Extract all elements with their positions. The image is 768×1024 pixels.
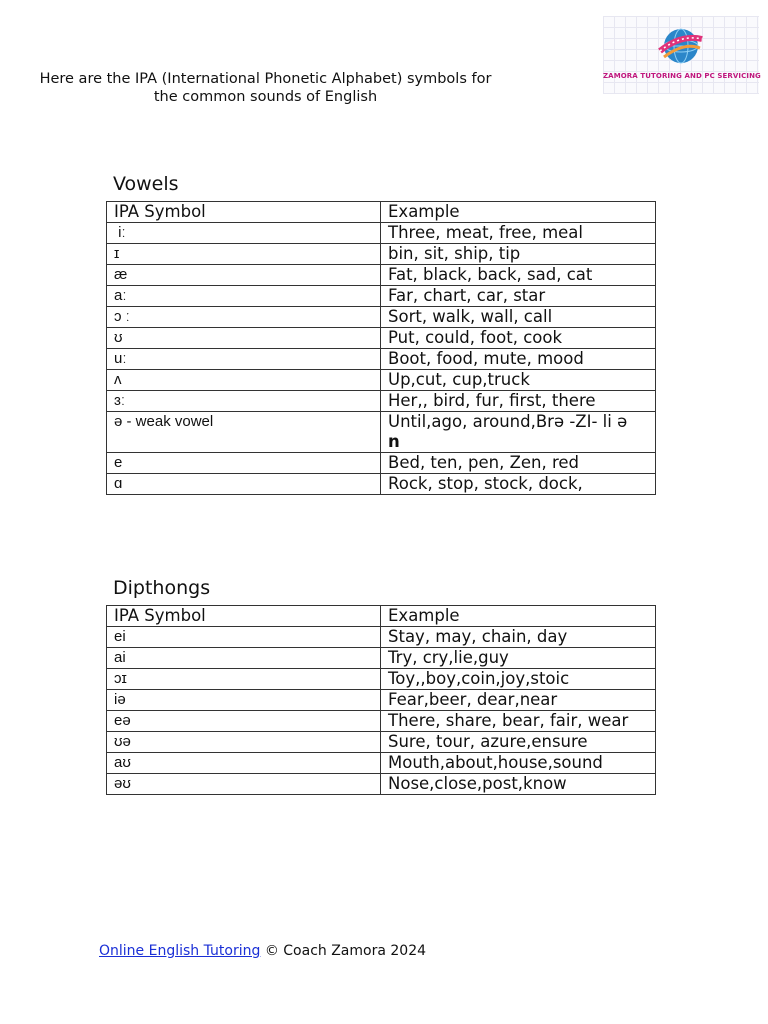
page-intro [8,70,523,106]
table-row [107,648,656,669]
header-example: Example [381,606,656,627]
ipa-symbol: iə [107,690,381,711]
vowels-table [106,201,656,495]
intro-line-1: Here are the IPA (International Phonetic Alphabet) symbols for [39,71,492,87]
example-words: Sort, walk, wall, call [381,307,656,328]
example-words-line: Until,ago, around,Brə -ZI- li ə [388,412,628,431]
example-words-continuation: n [388,432,400,451]
ipa-symbol: eə [107,711,381,732]
logo-text: ZAMORA TUTORING AND PC SERVICING [603,72,761,80]
online-english-tutoring-link[interactable]: Online English Tutoring [99,943,261,959]
ipa-symbol: e [107,453,381,474]
header-example: Example [381,202,656,223]
table-row [107,412,656,453]
ipa-symbol: ɜː [107,391,381,412]
example-words: Stay, may, chain, day [381,627,656,648]
copyright-text: © Coach Zamora 2024 [260,943,427,959]
ipa-symbol: ʊə [107,732,381,753]
table-row [107,732,656,753]
example-words: Try, cry,lie,guy [381,648,656,669]
example-words: There, share, bear, fair, wear [381,711,656,732]
example-words: Her,, bird, fur, first, there [381,391,656,412]
footer [99,943,426,959]
vowels-title: Vowels [113,173,179,195]
ipa-symbol: æ [107,265,381,286]
example-words [381,412,656,453]
example-words: Sure, tour, azure,ensure [381,732,656,753]
example-words: Far, chart, car, star [381,286,656,307]
globe-with-film-strip-icon [658,24,704,68]
ipa-symbol: ɪ [107,244,381,265]
ipa-symbol: ɑ [107,474,381,495]
ipa-symbol: ʌ [107,370,381,391]
ipa-symbol: ɔ ː [107,307,381,328]
table-row [107,627,656,648]
table-row [107,328,656,349]
example-words: bin, sit, ship, tip [381,244,656,265]
ipa-symbol: ʊ [107,328,381,349]
header-ipa-symbol: IPA Symbol [107,202,381,223]
example-words: Fear,beer, dear,near [381,690,656,711]
table-row [107,453,656,474]
ipa-symbol: ei [107,627,381,648]
example-words: Fat, black, back, sad, cat [381,265,656,286]
example-words: Mouth,about,house,sound [381,753,656,774]
ipa-symbol: əʊ [107,774,381,795]
ipa-symbol: aː [107,286,381,307]
table-row [107,391,656,412]
ipa-symbol: ɔɪ [107,669,381,690]
header-ipa-symbol: IPA Symbol [107,606,381,627]
ipa-symbol: aʊ [107,753,381,774]
dipthongs-title: Dipthongs [113,577,211,599]
ipa-symbol: iː [107,223,381,244]
example-words: Put, could, foot, cook [381,328,656,349]
example-words: Boot, food, mute, mood [381,349,656,370]
ipa-symbol: ə - weak vowel [107,412,381,453]
table-row [107,690,656,711]
table-header-row [107,202,656,223]
company-logo [603,16,759,94]
example-words: Toy,,boy,coin,joy,stoic [381,669,656,690]
intro-line-2: the common sounds of English [153,89,378,105]
ipa-symbol: ai [107,648,381,669]
table-row [107,307,656,328]
dipthongs-table [106,605,656,795]
table-row [107,753,656,774]
table-header-row [107,606,656,627]
table-row [107,244,656,265]
table-row [107,223,656,244]
example-words: Rock, stop, stock, dock, [381,474,656,495]
ipa-symbol: uː [107,349,381,370]
table-row [107,711,656,732]
example-words: Up,cut, cup,truck [381,370,656,391]
table-row [107,286,656,307]
example-words: Three, meat, free, meal [381,223,656,244]
table-row [107,370,656,391]
table-row [107,474,656,495]
table-row [107,349,656,370]
table-row [107,774,656,795]
example-words: Nose,close,post,know [381,774,656,795]
example-words: Bed, ten, pen, Zen, red [381,453,656,474]
table-row [107,265,656,286]
table-row [107,669,656,690]
